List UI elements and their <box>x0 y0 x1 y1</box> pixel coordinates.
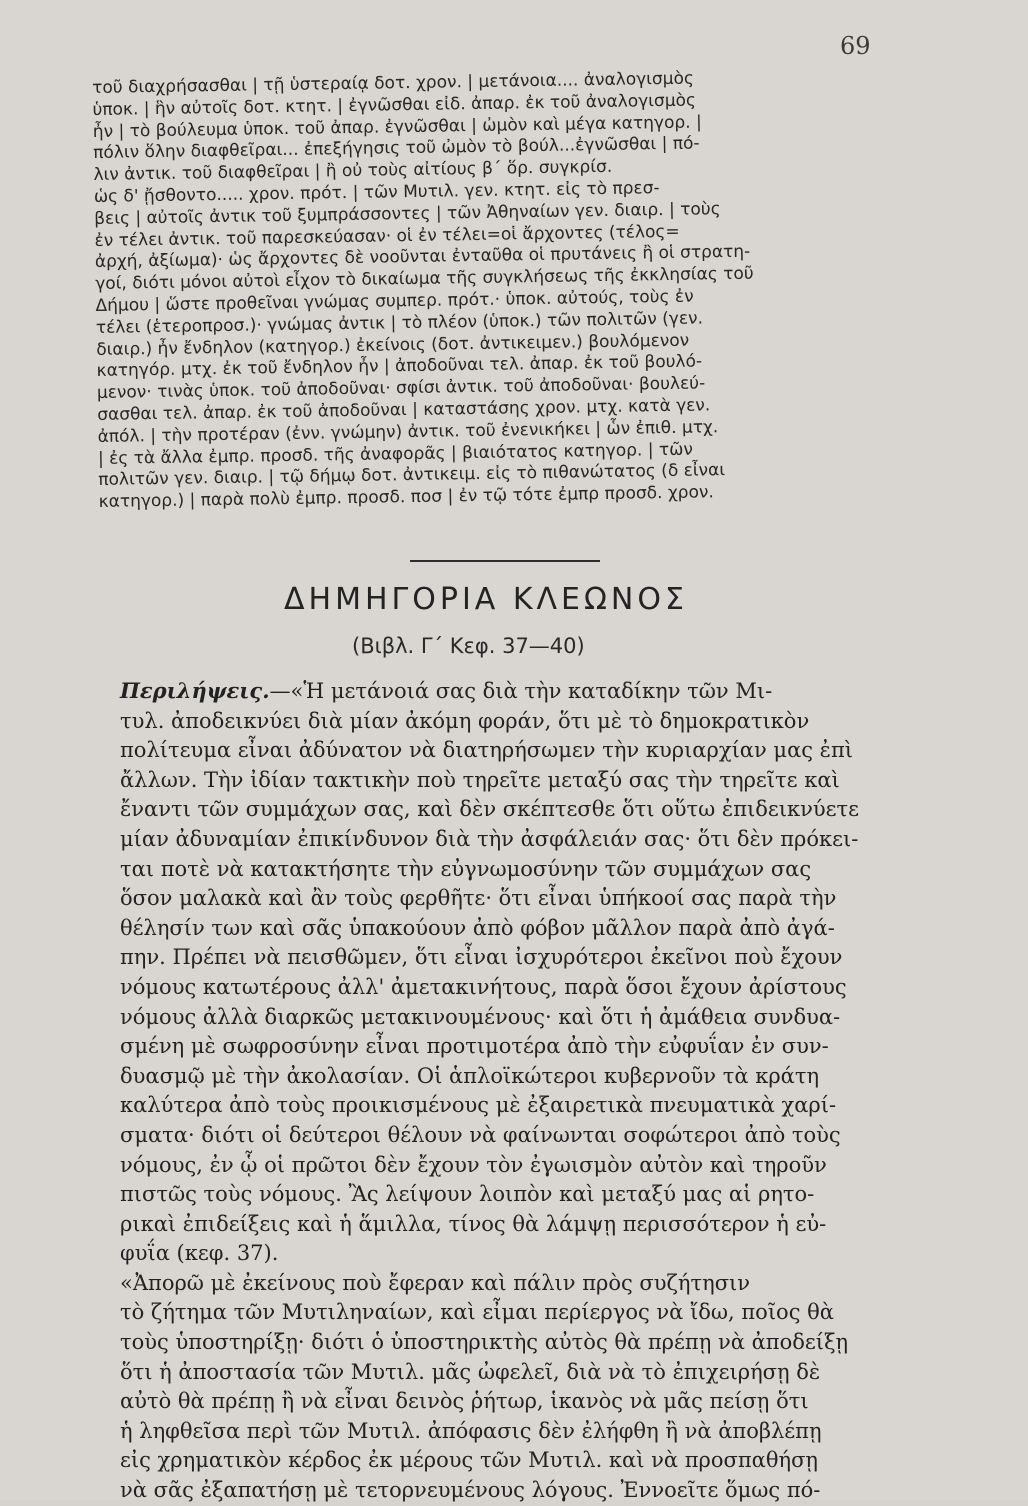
notes-line: | ἐς τὰ ἄλλα ἐμπρ. προσδ. τῆς ἀναφορᾶς | βιαιότατος κατηγορ. | τῶν <box>97 439 694 469</box>
body-line: σμένη μὲ σωφροσύνην εἶναι προτιμοτέρα ἀπὸ τὴν εὐφυΐαν ἐν συν- <box>120 1034 829 1059</box>
notes-line: ἀρχή, ἀξίωμα)· ὡς ἄρχοντες δὲ νοοῦνται ἐνταῦθα οἱ πρυτάνεις ἢ οἱ στρατη- <box>94 242 751 273</box>
body-line: νόμους κατωτέρους ἀλλ' ἀμετακινήτους, παρὰ ὅσοι ἔχουν ἀρίστους <box>120 974 847 999</box>
body-line <box>120 676 900 707</box>
body-line: τυλ. ἀποδεικνύει διὰ μίαν ἀκόμη φοράν, ὅτι μὲ τὸ δημοκρατικὸν <box>120 708 810 733</box>
body-line-rest: —«Ἡ μετάνοιά σας διὰ τὴν καταδίκην τῶν Μι- <box>269 679 773 703</box>
notes-line: γοί, διότι μόνοι αὐτοὶ εἶχον τὸ δικαίωμα τῆς συγκλήσεως τῆς ἐκκλησίας τοῦ <box>95 263 754 295</box>
notes-line: ἀπόλ. | τὴν προτέραν (ἐνν. γνώμην) ἀντικ. τοῦ ἐνενικήκει | ὧν ἐπιθ. μτχ. <box>97 416 719 447</box>
body-line: μίαν ἀδυναμίαν ἐπικίνδυνον διὰ τὴν ἀσφάλειάν σας· ὅτι δὲν πρόκει- <box>120 826 859 851</box>
body-line: ὅτι ἡ ἀποστασία τῶν Μυτιλ. μᾶς ὠφελεῖ, διὰ νὰ τὸ ἐπιχειρήσῃ δὲ <box>120 1359 821 1384</box>
body-line: τὸ ζήτημα τῶν Μυτιληναίων, καὶ εἶμαι περίεργος νὰ ἴδω, ποῖος θὰ <box>120 1300 834 1325</box>
body-line: δυασμῷ μὲ τὴν ἀκολασίαν. Οἱ ἁπλοϊκώτεροι κυβερνοῦν τὰ κράτη <box>120 1063 820 1088</box>
body-line: νόμους ἀλλὰ διαρκῶς μετακινουμένους· καὶ ὅτι ἡ ἀμάθεια συνδυα- <box>120 1004 841 1029</box>
section-divider <box>410 560 600 562</box>
section-reference: (Βιβλ. Γ΄ Κεφ. 37—40) <box>352 634 585 658</box>
notes-line: μενον· τινὰς ὑποκ. τοῦ ἀποδοῦναι· σφίσι ἀντικ. τοῦ ἀποδοῦναι· βουλεύ- <box>96 373 706 404</box>
summary-text <box>120 676 900 1506</box>
body-line: αὐτὸ θὰ πρέπῃ ἢ νὰ εἶναι δεινὸς ῥήτωρ, ἱκανὸς νὰ μᾶς πείσῃ ὅτι <box>120 1389 809 1414</box>
notes-line: ὡς δ' ᾔσθοντο..... χρον. πρότ. | τῶν Μυτιλ. γεν. κτητ. εἰς τὸ πρεσ- <box>93 178 660 207</box>
body-line: πην. Πρέπει νὰ πεισθῶμεν, ὅτι εἶναι ἰσχυρότεροι ἐκεῖνοι ποὺ ἔχουν <box>120 945 843 970</box>
body-line: ὅσον μαλακὰ καὶ ἂν τοὺς φερθῆτε· ὅτι εἶναι ὑπήκοοί σας παρὰ τὴν <box>120 886 837 911</box>
body-line: φυΐα (κεφ. 37). <box>120 1241 279 1266</box>
body-line: θέλησίν των καὶ σᾶς ὑπακούουν ἀπὸ φόβον μᾶλλον παρὰ ἀπὸ ἀγά- <box>120 915 835 940</box>
body-line: σματα· διότι οἱ δεύτεροι θέλουν νὰ φαίνωνται σοφώτεροι ἀπὸ τοὺς <box>120 1122 841 1147</box>
body-line: ἄλλων. Τὴν ἰδίαν τακτικὴν ποὺ τηρεῖτε μεταξύ σας τὴν τηρεῖτε καὶ <box>120 767 840 792</box>
section-heading: ΔΗΜΗΓΟΡΙΑ ΚΛΕΩΝΟΣ <box>284 582 688 617</box>
body-line: ἔναντι τῶν συμμάχων σας, καὶ δὲν σκέπτεσθε ὅτι οὕτω ἐπιδεικνύετε <box>120 797 860 822</box>
notes-line: τέλει (ἑτεροπροσ.)· γνώμας ἀντικ | τὸ πλέον (ὑποκ.) τῶν πολιτῶν (γεν. <box>95 308 704 338</box>
notes-line: διαιρ.) ἦν ἔνδηλον (κατηγορ.) ἐκείνοις (δοτ. ἀντικειμεν.) βουλόμενον <box>96 330 690 360</box>
notes-line: ἐν τέλει ἀντικ. τοῦ παρεσκεύασαν· οἱ ἐν τέλει=οἱ ἄρχοντες (τέλος= <box>94 221 680 251</box>
notes-line: σασθαι τελ. ἀπαρ. ἐκ τοῦ ἀποδοῦναι | καταστάσης χρον. μτχ. κατὰ γεν. <box>97 395 711 425</box>
body-line: τοὺς ὑποστηρίξῃ· διότι ὁ ὑποστηρικτὴς αὐτὸς θὰ πρέπῃ νὰ ἀποδείξῃ <box>120 1330 849 1355</box>
notes-line: λιν ἀντικ. τοῦ διαφθεῖραι | ἢ οὐ τοὺς αἰτίους β΄ ὅρ. συγκρίσ. <box>93 157 613 186</box>
notes-line: ὑποκ. | ἣν αὐτοῖς δοτ. κτητ. | ἐγνῶσθαι εἰδ. ἀπαρ. ἐκ τοῦ ἀναλογισμὸς <box>92 90 697 120</box>
body-line: πιστῶς τοὺς νόμους. Ἂς λείψουν λοιπὸν καὶ μεταξύ μας αἱ ρητο- <box>120 1182 815 1207</box>
summary-lead: Περιλήψεις. <box>120 678 270 703</box>
body-line: νὰ σᾶς ἐξαπατήσῃ μὲ τετορνευμένους λόγους. Ἐννοεῖτε ὅμως πό- <box>120 1478 821 1503</box>
body-line: ρικαὶ ἐπιδείξεις καὶ ἡ ἅμιλλα, τίνος θὰ λάμψῃ περισσότερον ἡ εὐ- <box>120 1211 827 1236</box>
notes-line: κατηγορ.) | παρὰ πολὺ ἐμπρ. προσδ. ποσ | ἐν τῷ τότε ἐμπρ προσδ. χρον. <box>98 482 714 513</box>
notes-line: πόλιν ὅλην διαφθεῖραι... ἐπεξήγησις τοῦ ὠμὸν τὸ βούλ...ἐγνῶσθαι | πό- <box>93 133 700 164</box>
body-line: εἰς χρηματικὸν κέρδος ἐκ μέρους τῶν Μυτιλ. καὶ νὰ προσπαθήσῃ <box>120 1448 819 1473</box>
body-line: πολίτευμα εἶναι ἀδύνατον νὰ διατηρήσωμεν τὴν κυριαρχίαν μας ἐπὶ <box>120 738 853 763</box>
body-line: ται ποτὲ νὰ κατακτήσητε τὴν εὐγνωμοσύνην τῶν συμμάχων σας <box>120 856 812 881</box>
notes-line: τοῦ διαχρήσασθαι | τῇ ὑστεραίᾳ δοτ. χρον. | μετάνοια.... ἀναλογισμὸς <box>92 68 695 98</box>
body-line: «Ἀπορῶ μὲ ἐκείνους ποὺ ἔφεραν καὶ πάλιν πρὸς συζήτησιν <box>120 1270 751 1295</box>
body-line: ἡ ληφθεῖσα περὶ τῶν Μυτιλ. ἀπόφασις δὲν ἐλήφθη ἢ νὰ ἀποβλέπῃ <box>120 1418 822 1443</box>
notes-line: ἦν | τὸ βούλευμα ὑποκ. τοῦ ἀπαρ. ἐγνῶσθαι | ὠμὸν καὶ μέγα κατηγορ. | <box>92 112 702 142</box>
notes-line: κατηγόρ. μτχ. ἐκ τοῦ ἔνδηλον ἦν | ἀποδοῦναι τελ. ἀπαρ. ἐκ τοῦ βουλό- <box>96 351 703 382</box>
body-line: καλύτερα ἀπὸ τοὺς προικισμένους μὲ ἐξαιρετικὰ πνευματικὰ χαρί- <box>120 1093 837 1118</box>
notes-line: Δήμου | ὥστε προθεῖναι γνώμας συμπερ. πρότ.· ὑποκ. αὐτούς, τοὺς ἐν <box>95 286 694 316</box>
page-number: 69 <box>840 32 871 60</box>
body-line: νόμους, ἐν ᾧ οἱ πρῶτοι δὲν ἔχουν τὸν ἐγωισμὸν αὐτὸν καὶ τηροῦν <box>120 1152 827 1177</box>
notes-line: βεις | αὐτοῖς ἀντικ τοῦ ξυμπράσσοντες | τῶν Ἀθηναίων γεν. διαιρ. | τοὺς <box>94 198 721 229</box>
notes-line: πολιτῶν γεν. διαιρ. | τῷ δήμῳ δοτ. ἀντικειμ. εἰς τὸ πιθανώτατος (δ εἶναι <box>98 460 726 491</box>
grammar-notes <box>92 65 899 513</box>
